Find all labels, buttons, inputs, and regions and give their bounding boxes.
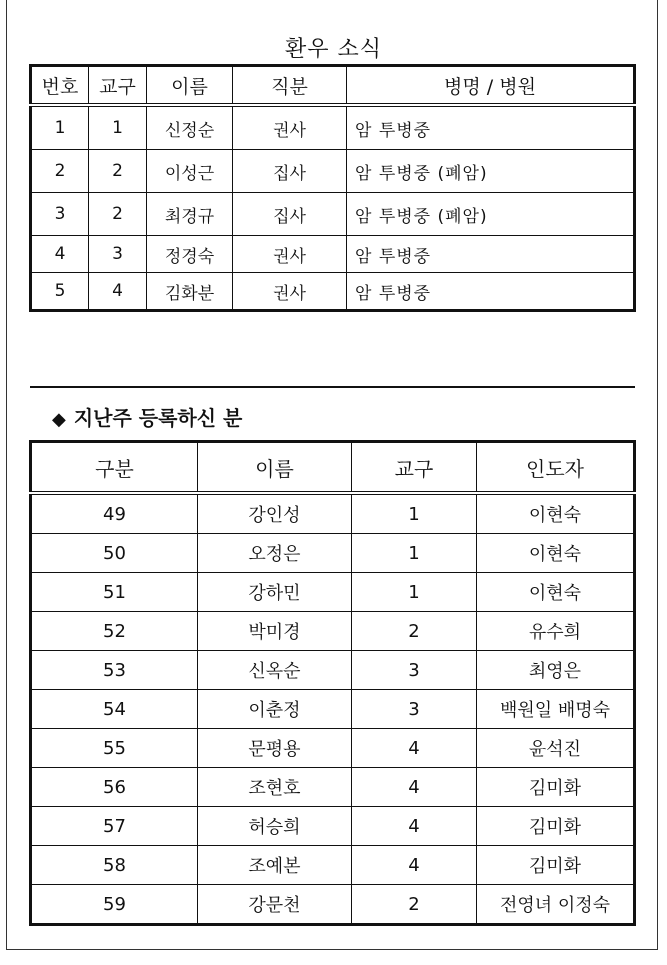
- header-district: 교구: [352, 442, 477, 494]
- cell-category: 51: [31, 573, 198, 612]
- table-row: [31, 651, 635, 690]
- cell-name: 이성근: [147, 150, 233, 193]
- cell-district: 1: [352, 493, 477, 534]
- cell-guide: 김미화: [477, 768, 635, 807]
- cell-district: 2: [89, 150, 147, 193]
- cell-district: 3: [352, 651, 477, 690]
- header-disease: 병명 / 병원: [347, 66, 635, 106]
- cell-name: 이춘정: [198, 690, 352, 729]
- cell-name: 조예본: [198, 846, 352, 885]
- cell-category: 57: [31, 807, 198, 846]
- cell-district: 3: [352, 690, 477, 729]
- table-row: [31, 573, 635, 612]
- cell-category: 56: [31, 768, 198, 807]
- cell-district: 1: [352, 534, 477, 573]
- cell-position: 권사: [233, 236, 347, 273]
- header-name: 이름: [147, 66, 233, 106]
- table-header-row: [31, 442, 635, 494]
- cell-guide: 백원일 배명숙: [477, 690, 635, 729]
- cell-guide: 김미화: [477, 807, 635, 846]
- header-position: 직분: [233, 66, 347, 106]
- diamond-bullet-icon: ◆: [52, 409, 66, 430]
- cell-name: 신정순: [147, 105, 233, 150]
- cell-position: 집사: [233, 150, 347, 193]
- cell-guide: 이현숙: [477, 573, 635, 612]
- cell-name: 강인성: [198, 493, 352, 534]
- cell-district: 4: [352, 807, 477, 846]
- table-row: [31, 193, 635, 236]
- table-row: [31, 807, 635, 846]
- cell-category: 54: [31, 690, 198, 729]
- table-row: [31, 612, 635, 651]
- patient-news-title: 환우 소식: [284, 37, 382, 62]
- cell-name: 허승희: [198, 807, 352, 846]
- table-row: [31, 150, 635, 193]
- patient-news-table: [29, 64, 636, 312]
- header-name: 이름: [198, 442, 352, 494]
- cell-name: 정경숙: [147, 236, 233, 273]
- cell-category: 49: [31, 493, 198, 534]
- new-registrants-table: [29, 440, 636, 926]
- cell-name: 최경규: [147, 193, 233, 236]
- cell-category: 53: [31, 651, 198, 690]
- cell-guide: 최영은: [477, 651, 635, 690]
- header-category: 구분: [31, 442, 198, 494]
- cell-category: 52: [31, 612, 198, 651]
- table-row: [31, 236, 635, 273]
- cell-district: 4: [352, 729, 477, 768]
- section-divider: [30, 386, 635, 388]
- table-row: [31, 493, 635, 534]
- cell-name: 김화분: [147, 273, 233, 311]
- cell-number: 4: [31, 236, 89, 273]
- table-row: [31, 534, 635, 573]
- new-registrants-title: [52, 402, 242, 431]
- cell-district: 3: [89, 236, 147, 273]
- new-registrants-title-text: 지난주 등록하신 분: [73, 406, 243, 430]
- table-row: [31, 846, 635, 885]
- cell-guide: 김미화: [477, 846, 635, 885]
- header-district: 교구: [89, 66, 147, 106]
- table-row: [31, 768, 635, 807]
- cell-name: 신옥순: [198, 651, 352, 690]
- cell-disease: 암 투병중 (폐암): [347, 150, 635, 193]
- cell-district: 4: [352, 846, 477, 885]
- cell-name: 강하민: [198, 573, 352, 612]
- cell-position: 권사: [233, 105, 347, 150]
- cell-name: 문평용: [198, 729, 352, 768]
- cell-guide: 이현숙: [477, 534, 635, 573]
- table-row: [31, 729, 635, 768]
- cell-category: 55: [31, 729, 198, 768]
- table-row: [31, 690, 635, 729]
- table-row: [31, 885, 635, 925]
- cell-number: 1: [31, 105, 89, 150]
- cell-district: 2: [89, 193, 147, 236]
- cell-category: 59: [31, 885, 198, 925]
- cell-district: 1: [352, 573, 477, 612]
- cell-disease: 암 투병중: [347, 105, 635, 150]
- cell-name: 조현호: [198, 768, 352, 807]
- cell-disease: 암 투병중: [347, 273, 635, 311]
- cell-name: 강문천: [198, 885, 352, 925]
- header-number: 번호: [31, 66, 89, 106]
- cell-number: 2: [31, 150, 89, 193]
- cell-guide: 윤석진: [477, 729, 635, 768]
- cell-guide: 이현숙: [477, 493, 635, 534]
- table-row: [31, 273, 635, 311]
- cell-number: 3: [31, 193, 89, 236]
- cell-number: 5: [31, 273, 89, 311]
- cell-position: 권사: [233, 273, 347, 311]
- cell-position: 집사: [233, 193, 347, 236]
- header-guide: 인도자: [477, 442, 635, 494]
- cell-district: 4: [352, 768, 477, 807]
- cell-category: 58: [31, 846, 198, 885]
- cell-district: 2: [352, 612, 477, 651]
- table-header-row: [31, 66, 635, 106]
- cell-district: 2: [352, 885, 477, 925]
- cell-guide: 유수희: [477, 612, 635, 651]
- cell-disease: 암 투병중: [347, 236, 635, 273]
- cell-disease: 암 투병중 (폐암): [347, 193, 635, 236]
- table-row: [31, 105, 635, 150]
- cell-category: 50: [31, 534, 198, 573]
- cell-name: 오정은: [198, 534, 352, 573]
- cell-name: 박미경: [198, 612, 352, 651]
- cell-district: 1: [89, 105, 147, 150]
- cell-district: 4: [89, 273, 147, 311]
- cell-guide: 전영녀 이정숙: [477, 885, 635, 925]
